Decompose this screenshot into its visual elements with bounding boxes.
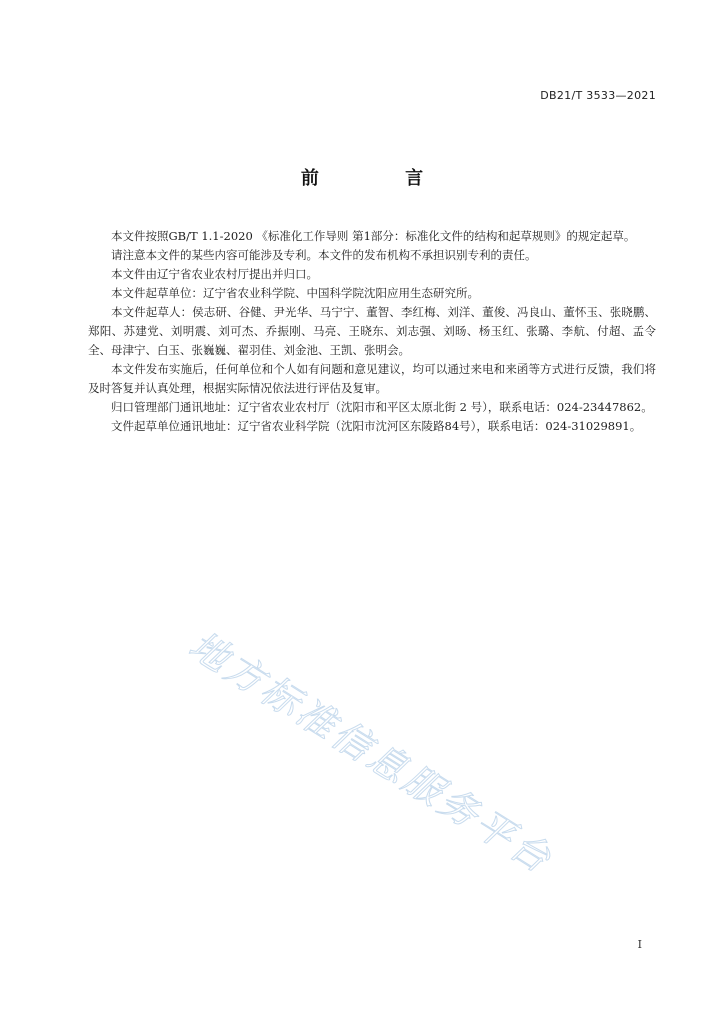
paragraph-proposer: 本文件由辽宁省农业农村厅提出并归口。 [111, 267, 318, 281]
paragraph-admin-address: 归口管理部门通讯地址：辽宁省农业农村厅（沈阳市和平区太原北街 2 号），联系电话：024-23447862。 [111, 400, 653, 414]
section-title: 前 言 [300, 168, 464, 189]
page-number: I [637, 938, 642, 951]
paragraph-drafting-units: 本文件起草单位：辽宁省农业科学院、中国科学院沈阳应用生态研究所。 [111, 286, 479, 300]
paragraph-drafters: 本文件起草人：侯志研、谷健、尹光华、马宁宁、董智、李红梅、刘洋、董俊、冯良山、董怀玉、张晓鹏、郑阳、苏建党、刘明震、刘可杰、乔振刚、马亮、王晓东、刘志强、刘旸、杨玉红、张璐、李航、付超、孟令全、母津宁、白玉、张巍巍、翟羽佳、刘金池、王凯、张明会。 [88, 305, 656, 357]
paragraph-feedback: 本文件发布实施后，任何单位和个人如有问题和意见建议，均可以通过来电和来函等方式进行反馈，我们将及时答复并认真处理，根据实际情况依法进行评估及复审。 [88, 362, 656, 395]
document-code: DB21/T 3533—2021 [540, 89, 656, 102]
paragraph-patent-notice: 请注意本文件的某些内容可能涉及专利。本文件的发布机构不承担识别专利的责任。 [111, 248, 537, 262]
watermark-text: 地方标准信息服务平台 [181, 622, 561, 883]
foreword-body [88, 227, 656, 436]
paragraph-drafting-rules: 本文件按照GB/T 1.1-2020 《标准化工作导则 第1部分：标准化文件的结构和起草规则》的规定起草。 [111, 229, 636, 243]
paragraph-drafter-address: 文件起草单位通讯地址：辽宁省农业科学院（沈阳市沈河区东陵路84号），联系电话：024-31029891。 [111, 419, 642, 433]
